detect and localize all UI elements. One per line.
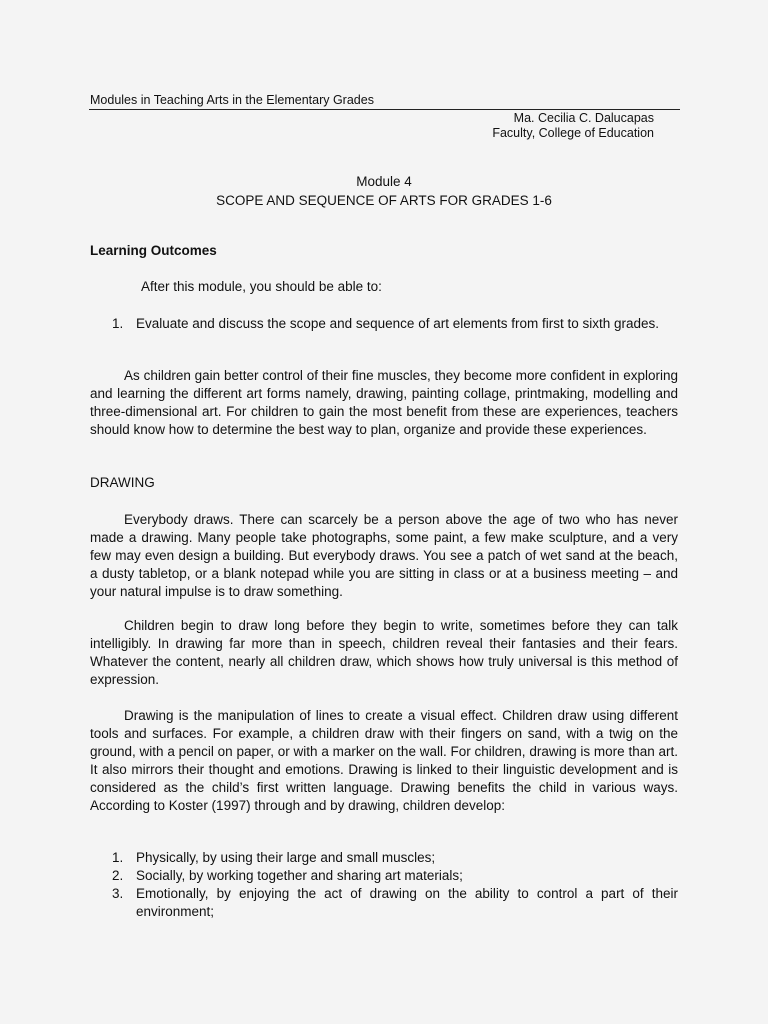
module-title: SCOPE AND SEQUENCE OF ARTS FOR GRADES 1-6 [216, 193, 552, 208]
benefit-number: 1. [112, 850, 124, 865]
outcome-text: Evaluate and discuss the scope and sequence of art elements from first to sixth grades. [136, 316, 660, 331]
drawing-heading: DRAWING [90, 475, 155, 490]
header-title: Modules in Teaching Arts in the Elementary Grades [90, 93, 374, 107]
paragraph-everybody-draws: Everybody draws. There can scarcely be a person above the age of two who has never made a drawing. Many people take photographs, some paint, a few make sculpture, and a very few may even design a building. But everybody draws. You see a patch of wet sand at the beach, a dusty tabletop, or a blank notepad while you are sitting in class or at a business meeting – and your natural impulse is to draw something. [90, 512, 678, 599]
author-affiliation: Faculty, College of Education [492, 126, 654, 140]
benefit-text: Emotionally, by enjoying the act of drawing on the ability to control a part of their environment; [136, 886, 678, 919]
header-rule [89, 109, 680, 110]
paragraph-children-begin: Children begin to draw long before they begin to write, sometimes before they can talk intelligibly. In drawing far more than in speech, children reveal their fantasies and their fears. Whatever the content, nearly all children draw, which shows how truly universal is this method of expression. [90, 618, 678, 687]
benefit-text: Socially, by working together and sharing art materials; [136, 868, 463, 883]
benefit-number: 3. [112, 886, 124, 901]
outcome-item [112, 315, 678, 333]
author-block [492, 111, 654, 141]
benefit-item [112, 885, 678, 920]
module-heading [90, 172, 678, 210]
benefit-text: Physically, by using their large and small muscles; [136, 850, 436, 865]
benefit-item [112, 867, 678, 885]
benefit-number: 2. [112, 868, 124, 883]
author-name: Ma. Cecilia C. Dalucapas [513, 111, 654, 125]
paragraph-drawing-definition: Drawing is the manipulation of lines to create a visual effect. Children draw using different tools and surfaces. For example, a children draw with their fingers on sand, with a twig on the ground, with a pencil on paper, or with a marker on the wall. For children, drawing is more than art. It also mirrors their thought and emotions. Drawing is linked to their linguistic development and is considered as the child’s first written language. Drawing benefits the child in various ways. According to Koster (1997) through and by drawing, children develop: [90, 708, 678, 813]
learning-outcomes-intro: After this module, you should be able to: [141, 279, 382, 294]
outcome-number: 1. [112, 316, 124, 331]
module-number: Module 4 [356, 174, 412, 189]
paragraph-art-forms: As children gain better control of their fine muscles, they become more confident in exploring and learning the different art forms namely, drawing, painting collage, printmaking, modelling and three-dimensional art. For children to gain the most benefit from these are experiences, teachers should know how to determine the best way to plan, organize and provide these experiences. [90, 368, 678, 437]
benefit-item [112, 849, 678, 867]
learning-outcomes-heading: Learning Outcomes [90, 243, 217, 258]
